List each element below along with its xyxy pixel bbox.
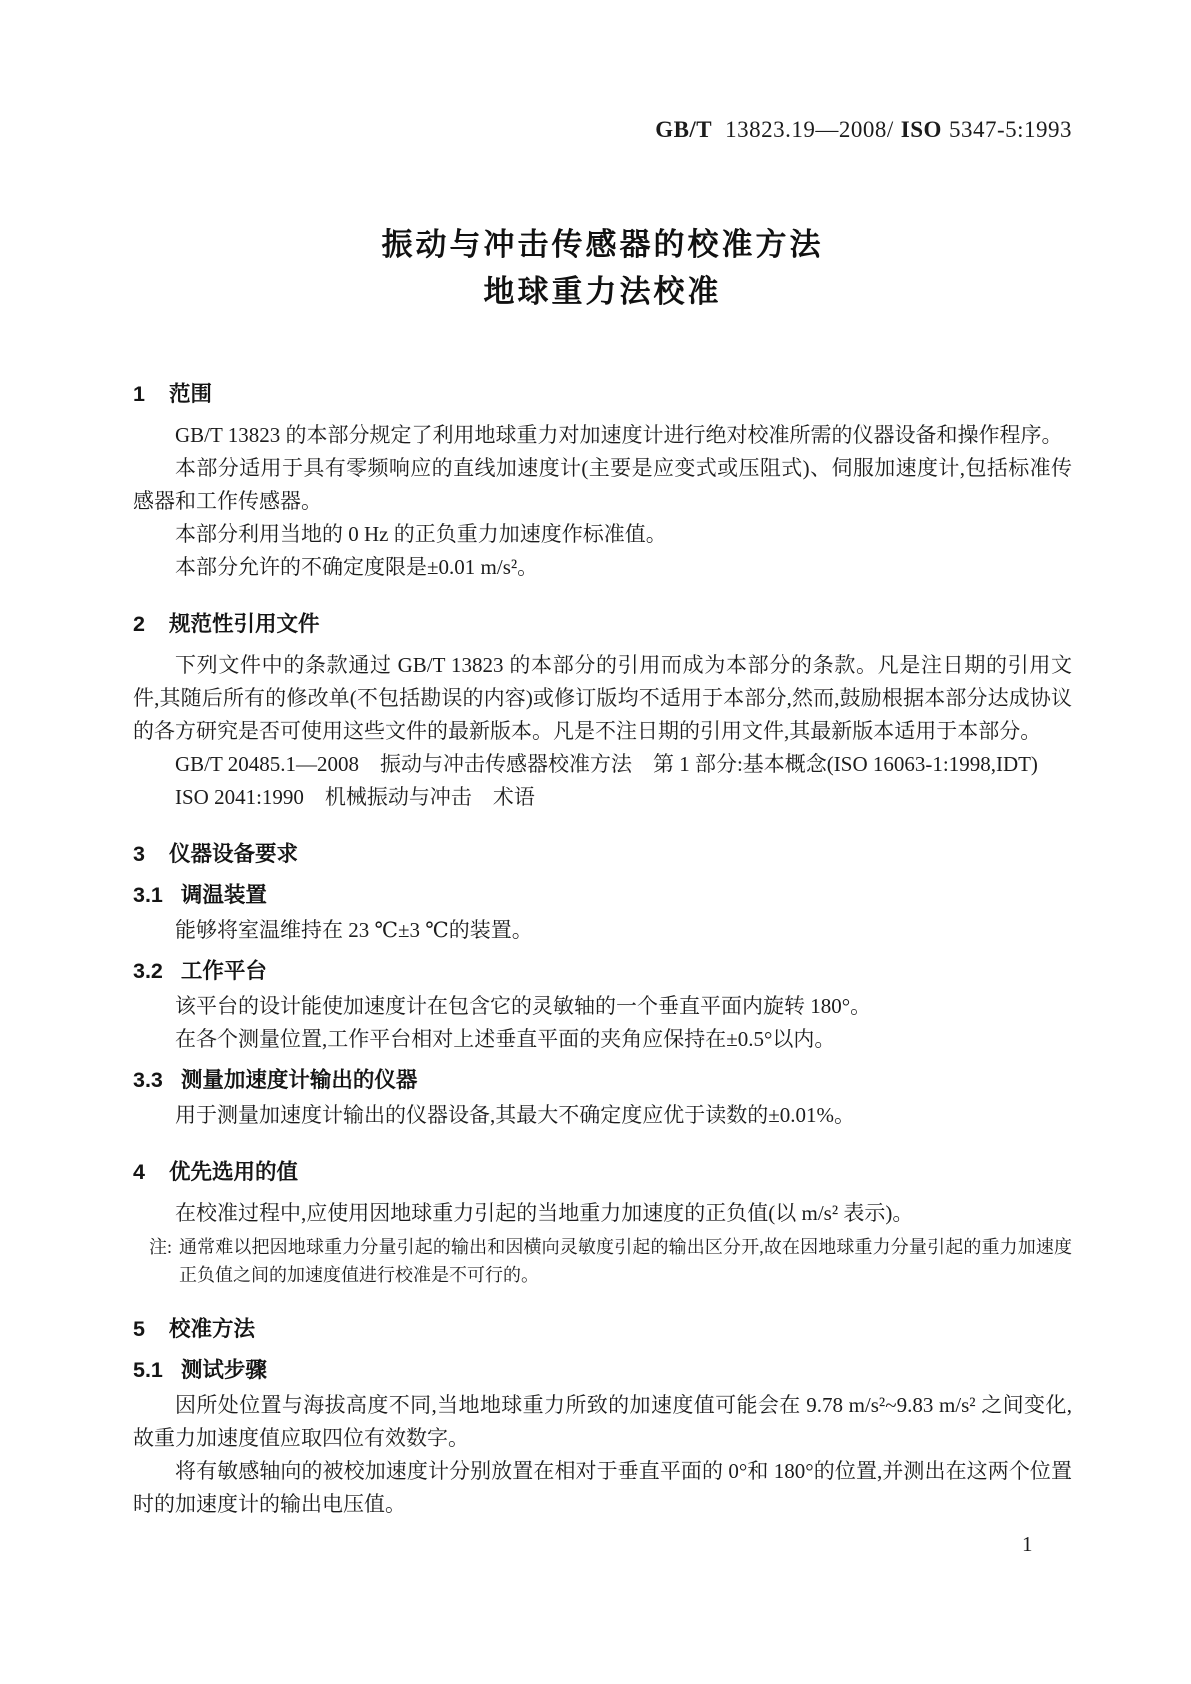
section-3-3-number: 3.3 <box>133 1068 163 1092</box>
section-5-number: 5 <box>133 1317 145 1341</box>
section-3-2-paragraph-1: 该平台的设计能使加速度计在包含它的灵敏轴的一个垂直平面内旋转 180°。 <box>175 994 872 1018</box>
section-3-2-paragraph-2: 在各个测量位置,工作平台相对上述垂直平面的夹角应保持在±0.5°以内。 <box>175 1027 836 1051</box>
section-3-1-heading <box>133 879 1072 912</box>
section-3-1-number: 3.1 <box>133 883 163 907</box>
section-3-1-title: 调温装置 <box>180 883 267 907</box>
section-1-paragraph-2: 本部分适用于具有零频响应的直线加速度计(主要是应变式或压阻式)、伺服加速度计,包括标准传感器和工作传感器。 <box>133 456 1072 513</box>
section-3-2-number: 3.2 <box>133 959 163 983</box>
section-5-1-number: 5.1 <box>133 1358 163 1382</box>
section-3-3-paragraph-1: 用于测量加速度计输出的仪器设备,其最大不确定度应优于读数的±0.01%。 <box>175 1103 856 1127</box>
section-5-1-heading <box>133 1354 1072 1387</box>
section-4-paragraph-1: 在校准过程中,应使用因地球重力引起的当地重力加速度的正负值(以 m/s² 表示)。 <box>175 1201 914 1225</box>
section-5-1-title: 测试步骤 <box>180 1358 267 1382</box>
section-2-heading <box>133 608 1072 641</box>
section-1-paragraph-3: 本部分利用当地的 0 Hz 的正负重力加速度作标准值。 <box>175 522 667 546</box>
section-2-reference-1: GB/T 20485.1—2008 振动与冲击传感器校准方法 第 1 部分:基本概念(ISO 16063-1:1998,IDT) <box>175 752 1038 776</box>
section-3-3-heading <box>133 1064 1072 1097</box>
doc-number-gbt-value: 13823.19—2008/ <box>725 117 894 142</box>
section-3-title: 仪器设备要求 <box>168 842 298 866</box>
section-4-title: 优先选用的值 <box>168 1160 298 1184</box>
section-1-paragraph-4: 本部分允许的不确定度限是±0.01 m/s²。 <box>175 555 539 579</box>
section-3-2-heading <box>133 955 1072 988</box>
section-2-reference-2: ISO 2041:1990 机械振动与冲击 术语 <box>175 785 535 809</box>
section-1-paragraph-1: GB/T 13823 的本部分规定了利用地球重力对加速度计进行绝对校准所需的仪器设备和操作程序。 <box>175 423 1063 447</box>
section-5-1-paragraph-1: 因所处位置与海拔高度不同,当地地球重力所致的加速度值可能会在 9.78 m/s²~9.83 m/s² 之间变化,故重力加速度值应取四位有效数字。 <box>133 1393 1072 1450</box>
section-1-heading <box>133 378 1072 411</box>
document-body <box>133 352 1072 1521</box>
doc-title <box>133 221 1072 315</box>
section-4-heading <box>133 1156 1072 1189</box>
section-1-title: 范围 <box>168 382 212 406</box>
note-label: 注: <box>149 1237 173 1257</box>
section-5-title: 校准方法 <box>168 1317 255 1341</box>
section-3-3-title: 测量加速度计输出的仪器 <box>180 1068 418 1092</box>
doc-number-gbt: GB/T <box>655 117 713 142</box>
section-3-heading <box>133 838 1072 871</box>
section-3-2-title: 工作平台 <box>180 959 267 983</box>
section-2-paragraph-1: 下列文件中的条款通过 GB/T 13823 的本部分的引用而成为本部分的条款。凡是注日期的引用文件,其随后所有的修改单(不包括勘误的内容)或修订版均不适用于本部分,然而,鼓励根据本部分达成协议的各方研究是否可使用这些文件的最新版本。凡是不注日期的引用文件,其最新版本适用于本部分。 <box>133 653 1072 743</box>
section-3-1-paragraph-1: 能够将室温维持在 23 ℃±3 ℃的装置。 <box>175 918 533 942</box>
note-text: 通常难以把因地球重力分量引起的输出和因横向灵敏度引起的输出区分开,故在因地球重力分量引起的重力加速度正负值之间的加速度值进行校准是不可行的。 <box>179 1237 1072 1285</box>
section-5-1-paragraph-2: 将有敏感轴向的被校加速度计分别放置在相对于垂直平面的 0°和 180°的位置,并测出在这两个位置时的加速度计的输出电压值。 <box>133 1459 1072 1516</box>
doc-number-iso-value: 5347-5:1993 <box>948 117 1072 142</box>
section-4-note <box>149 1233 1072 1289</box>
section-5-heading <box>133 1313 1072 1346</box>
doc-title-line1: 振动与冲击传感器的校准方法 <box>381 227 824 262</box>
section-2-number: 2 <box>133 612 145 636</box>
section-2-title: 规范性引用文件 <box>168 612 320 636</box>
doc-title-line2: 地球重力法校准 <box>483 274 722 309</box>
page-number: 1 <box>1022 1532 1033 1556</box>
section-3-number: 3 <box>133 842 145 866</box>
doc-number <box>655 117 1072 143</box>
doc-number-iso: ISO <box>900 117 942 142</box>
section-4-number: 4 <box>133 1160 145 1184</box>
section-1-number: 1 <box>133 382 145 406</box>
